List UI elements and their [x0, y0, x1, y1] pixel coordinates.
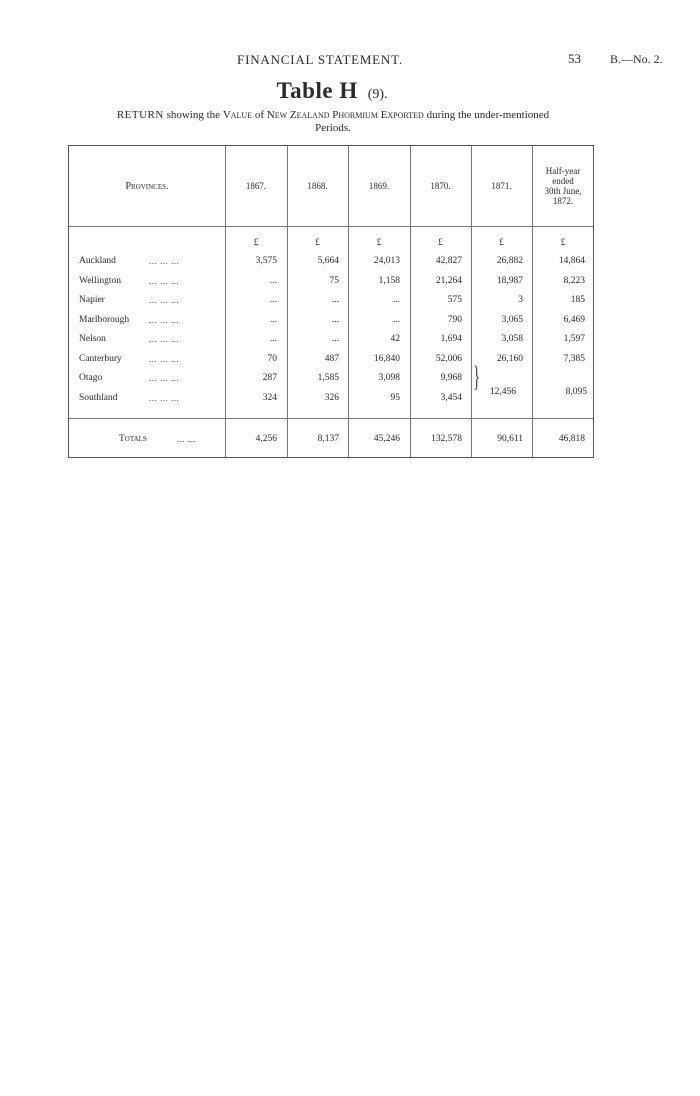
table-cell: 26,160 [496, 353, 523, 364]
totals-label: Totals [119, 434, 147, 444]
table-cell: 70 [267, 353, 277, 364]
table-cell: 75 [329, 275, 339, 286]
running-title: FINANCIAL STATEMENT. [237, 52, 403, 67]
currency-mark: £ [560, 237, 566, 247]
totals-cell: 45,246 [373, 434, 400, 444]
table-cell: ... [269, 275, 277, 286]
province-name: Southland [79, 392, 118, 403]
table-cell: ... [331, 295, 339, 305]
province-name: Auckland [79, 256, 116, 266]
table-cell: 26,882 [496, 256, 523, 266]
leader-dots: ... ... ... [149, 353, 180, 364]
table-cell: 14,864 [558, 256, 585, 266]
table-cell: 3,098 [378, 373, 400, 383]
return-caption [68, 109, 598, 135]
header-half-year [532, 146, 594, 226]
leader-dots: ... ... ... [149, 373, 180, 383]
table-cell: 21,264 [435, 275, 462, 286]
totals-cell: 4,256 [255, 434, 277, 444]
table-cell: 1,694 [440, 334, 462, 344]
return-of-word: of [254, 109, 265, 121]
header-1868: 1868. [307, 181, 328, 191]
return-phormium-word: Phormium [332, 109, 378, 121]
table-cell: 3 [518, 295, 523, 305]
return-text-after: during the under-mentioned [426, 109, 550, 121]
leader-dots: ... ... ... [149, 256, 180, 266]
header-half-year-line: 1872. [552, 196, 574, 206]
header-1871: 1871. [491, 181, 512, 191]
totals-dots: ... ... [177, 434, 197, 444]
header-half-year-line: 30th June, [544, 186, 582, 196]
province-name: Canterbury [79, 353, 122, 364]
table-cell: 790 [447, 314, 462, 325]
document-reference: B.—No. 2. [610, 52, 663, 66]
return-text-before: showing the [166, 109, 221, 121]
table-cell: 42,827 [435, 256, 462, 266]
province-name: Otago [79, 373, 103, 383]
header-1870: 1870. [430, 181, 451, 191]
table-cell: 185 [570, 295, 585, 305]
header-rule [69, 226, 593, 227]
table-cell: ... [269, 334, 277, 344]
table-cell: ... [392, 295, 400, 305]
table-cell: 287 [262, 373, 277, 383]
leader-dots: ... ... ... [149, 392, 180, 403]
table-cell: 7,385 [563, 353, 585, 364]
currency-mark: £ [438, 237, 443, 247]
table-title [0, 78, 664, 104]
currency-mark: £ [376, 237, 382, 247]
table-cell: 575 [447, 295, 462, 305]
return-value-word: Value [222, 109, 253, 121]
phormium-export-table [68, 145, 594, 458]
header-provinces: Provinces. [125, 180, 169, 192]
table-cell: 3,058 [501, 334, 523, 344]
currency-mark: £ [253, 237, 259, 247]
table-cell: 3,065 [501, 314, 523, 325]
return-nz-word: New Zealand [266, 109, 330, 121]
return-line2: Periods. [315, 122, 351, 134]
header-half-year-line: ended [552, 176, 574, 186]
table-title-number: (9). [367, 87, 388, 102]
table-cell: 1,158 [378, 275, 400, 286]
header-1867: 1867. [245, 181, 267, 191]
table-title-main: Table H [276, 78, 358, 103]
table-cell: 3,575 [255, 256, 277, 266]
table-cell: 95 [390, 392, 400, 403]
totals-cell: 132,578 [431, 434, 462, 444]
currency-mark: £ [315, 237, 320, 247]
leader-dots: ... ... ... [149, 334, 180, 344]
table-cell: 8,223 [563, 275, 585, 286]
table-cell: ... [331, 314, 339, 325]
table-cell: 52,006 [435, 353, 462, 364]
table-cell: 42 [390, 334, 400, 344]
return-lead: RETURN [116, 109, 164, 121]
cell-halfyear-combined: 8,095 [565, 387, 587, 397]
leader-dots: ... ... ... [149, 275, 180, 286]
table-cell: 6,469 [563, 314, 585, 325]
totals-cell: 90,611 [497, 434, 523, 444]
table-cell: 326 [324, 392, 339, 403]
table-cell: 1,597 [563, 334, 585, 344]
currency-mark: £ [499, 237, 504, 247]
totals-cell: 8,137 [317, 434, 339, 444]
table-cell: 324 [262, 392, 277, 403]
table-cell: 5,664 [317, 256, 339, 266]
brace-mark: } [473, 360, 481, 393]
header-1869: 1869. [368, 181, 390, 191]
table-cell: 24,013 [373, 256, 400, 266]
table-cell: 1,585 [317, 373, 339, 383]
table-cell: ... [392, 314, 400, 325]
leader-dots: ... ... ... [149, 314, 180, 325]
province-name: Wellington [79, 275, 121, 286]
table-cell: 9,968 [440, 373, 462, 383]
table-cell: ... [269, 295, 277, 305]
totals-cell: 46,818 [558, 434, 585, 444]
province-name: Napier [79, 295, 105, 305]
cell-1871-combined: 12,456 [489, 387, 516, 397]
table-cell: 3,454 [440, 392, 462, 403]
totals-rule [69, 418, 593, 419]
leader-dots: ... ... ... [149, 295, 180, 305]
province-name: Nelson [79, 334, 106, 344]
page-number: 53 [568, 51, 581, 66]
return-exported-word: Exported [380, 109, 424, 121]
province-name: Marlborough [79, 314, 130, 325]
table-cell: 487 [324, 353, 339, 364]
header-half-year-line: Half-year [545, 166, 581, 176]
table-cell: ... [269, 314, 277, 325]
table-cell: 16,840 [373, 353, 400, 364]
table-cell: ... [331, 334, 339, 344]
table-cell: 18,987 [496, 275, 523, 286]
